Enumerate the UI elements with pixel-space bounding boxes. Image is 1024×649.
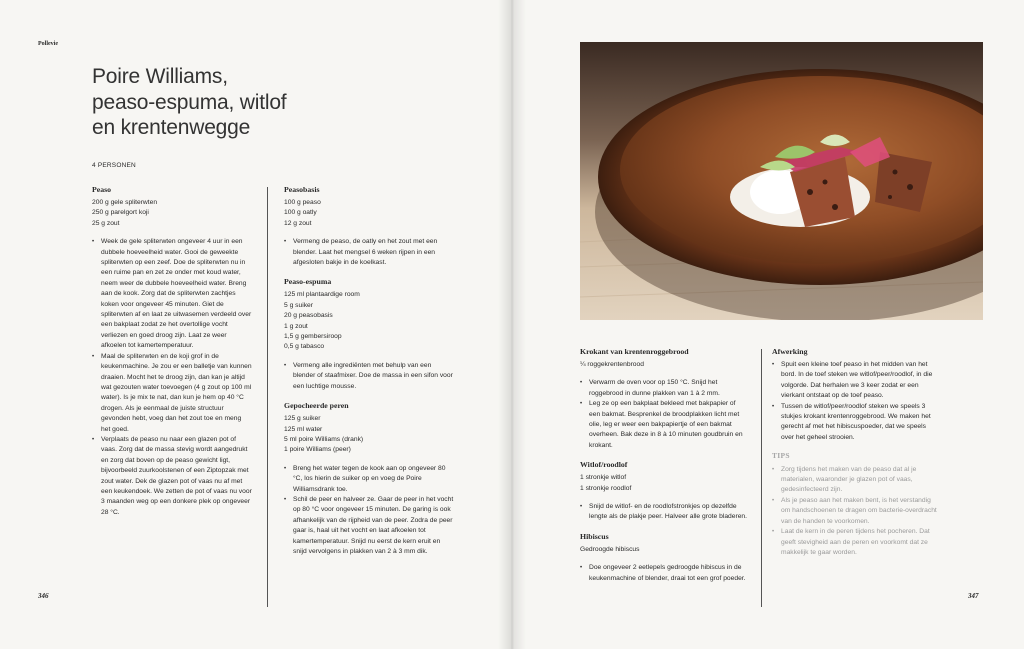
step-list <box>772 360 940 443</box>
section-heading: Afwerking <box>772 347 808 356</box>
ingredient: 125 g suiker <box>284 415 321 423</box>
ingredient: 1 poire Williams (peer) <box>284 446 351 454</box>
section-column-2 <box>284 184 454 557</box>
ingredient: ¼ roggekrentenbrood <box>580 361 644 368</box>
ingredient: 1 g zout <box>284 322 308 330</box>
ingredient: 0,5 g tabasco <box>284 343 325 351</box>
step: • Breng het water tegen de kook aan op ongeveer 80 °C, los hierin de suiker op en voeg de Poire Williamsdrank toe. <box>284 464 454 495</box>
step: • Maal de spliterwten en de koji grof in de keukenmachine. Je zou er een balletje van kunnen draaien. Mocht het te droog zijn, dan kan je altijd wat gezouten water toevoegen (4 g zout op 100 ml water). Is je mix te nat, dan kun je hem op 40 °C drogen. Als je eenmaal de juiste structuur gevonden hebt, voeg dan het zout toe en meng het goed. <box>92 352 252 435</box>
ingredient: 5 g suiker <box>284 301 313 309</box>
servings: 4 PERSONEN <box>92 162 136 169</box>
section-heading: Peaso <box>92 185 112 194</box>
section-heading: Krokant van krentenroggebrood <box>580 347 689 356</box>
ingredient: 100 g peaso <box>284 199 321 206</box>
ingredient: 250 g parelgort koji <box>92 209 149 217</box>
section-heading: Hibiscus <box>580 531 609 541</box>
ingredient: 5 ml poire Williams (drank) <box>284 435 364 443</box>
step: • Tussen de witlof/peer/roodlof steken we speels 3 stukjes krokant krentenroggebrood. We maken het gerecht af met het hibiscuspoeder, dat we speels over het geheel strooien. <box>772 402 940 444</box>
step: • Vermeng alle ingrediënten met behulp van een blender of staafmixer. Doe de massa in een sifon voor een luchtige mousse. <box>284 361 454 392</box>
step-list <box>580 502 748 523</box>
page-number-left: 346 <box>38 592 49 600</box>
section-heading: Peasobasis <box>284 185 320 194</box>
ingredient: 1 stronkje roodlof <box>580 484 632 492</box>
title-line: en krentenwegge <box>92 116 251 139</box>
section-heading: Witlof/roodlof <box>580 460 628 470</box>
page-number-right: 347 <box>968 592 979 600</box>
book-gutter <box>498 0 526 649</box>
step: • Schil de peer en halveer ze. Gaar de peer in het vocht op 80 °C voor ongeveer 15 minuten. De garing is ook afhankelijk van de rijpheid van de peer. Zodra de peer gaar is, haal uit het vocht en laat afkoelen tot kamertemperatuur. Snijd nu eerst de kern eruit en snijd vervolgens in plakken van 2 à 3 mm dik. <box>284 495 454 557</box>
step: • Leg ze op een bakplaat bekleed met bakpapier of een bakmat. Besprenkel de broodplakken licht met olie, leg er weer een bakpapiertje of een bakmat overheen. Bak deze in 8 à 10 minuten goudbruin en krokant. <box>580 399 748 451</box>
step: • Snijd de witlof- en de roodlofstronkjes op dezelfde lengte als de plakje peer. Halveer alle grote bladeren. <box>580 502 748 523</box>
tip-item: • Laat de kern in de peren tijdens het pocheren. Dat geeft stevigheid aan de peren en voorkomt dat ze makkelijk te gaar worden. <box>772 527 940 558</box>
step: • Spuit een kleine toef peaso in het midden van het bord. In de toef steken we witlof/peer/roodlof, in die volgorde. Dat herhalen we 3 keer zodat er een vierkant ontstaat op de toef peaso. <box>772 360 940 402</box>
ingredient: 1,5 g gembersiroop <box>284 333 342 341</box>
step: • Verwarm de oven voor op 150 °C. Snijd het roggebrood in dunne plakken van 1 à 2 mm. <box>580 378 748 399</box>
step: • Vermeng de peaso, de oatly en het zout met een blender. Laat het mengsel 6 weken rijpen in een afgesloten bakje in de koelkast. <box>284 237 454 268</box>
step-list <box>284 464 454 558</box>
step-list <box>284 237 454 268</box>
ingredient: 25 g zout <box>92 219 120 227</box>
step-list <box>284 361 454 392</box>
step: • Week de gele spliterwten ongeveer 4 uur in een dubbele hoeveelheid water. Gooi de geweekte spliterwten op een zeef. Doe de spliterwten nu in een ruime pan en zet ze onder met koud water, neem weer de dubbele hoeveelheid water. Breng aan de kook. Zorg dat de spliterwten zachtjes koken voor ongeveer 45 minuten. Giet de spliterwten af en laat ze uitwasemen verdeeld over een bakplaat zodat ze het overtollige vocht verliezen en goed droog zijn. Laat ze weer afkoelen tot kamertemperatuur. <box>92 237 252 351</box>
tip-item: • Zorg tijdens het maken van de peaso dat al je materialen, waaronder je glazen pot of vaas, gedesinfecteerd zijn. <box>772 465 940 496</box>
column-divider <box>761 349 762 607</box>
section-column-3 <box>580 346 748 584</box>
recipe-title <box>92 64 352 141</box>
section-heading: Peaso-espuma <box>284 277 332 287</box>
step: • Doe ongeveer 2 eetlepels gedroogde hibiscus in de keukenmachine of blender, draai tot een grof poeder. <box>580 563 748 584</box>
step-list <box>92 237 252 518</box>
tips-heading: TIPS <box>772 451 790 461</box>
ingredient-list <box>92 198 252 229</box>
ingredient: Gedroogde hibiscus <box>580 545 640 553</box>
title-line: Poire Williams, <box>92 65 228 88</box>
ingredient: 100 g oatly <box>284 209 317 217</box>
running-head: Pollevie <box>38 41 58 47</box>
section-peaso <box>92 184 252 518</box>
tips-list <box>772 465 940 559</box>
ingredient: 125 ml water <box>284 425 323 433</box>
ingredient: 20 g peasobasis <box>284 312 333 320</box>
plated-dessert-photo <box>580 42 983 320</box>
ingredient: 1 stronkje witlof <box>580 474 627 482</box>
column-divider <box>267 187 268 607</box>
tips-box <box>772 451 940 558</box>
tip-item: • Als je peaso aan het maken bent, is het verstandig om handschoenen te dragen om bacterie-overdracht van de handen te voorkomen. <box>772 496 940 527</box>
step-list <box>580 378 748 451</box>
section-heading: Gepocheerde peren <box>284 401 349 411</box>
step: • Verplaats de peaso nu naar een glazen pot of vaas. Zorg dat de massa stevig wordt aangedrukt en zorg dat boven op de peaso gewicht ligt, bijvoorbeeld zuurkoolstenen of een Ziptopzak met zout water. Dek de glazen pot of vaas nu af met een keukendoek. We zetten de pot of vaas nu voor 3 maanden weg op een donkere plek op ongeveer 28 °C. <box>92 435 252 518</box>
step-list <box>580 563 748 584</box>
ingredient: 125 ml plantaardige room <box>284 291 360 299</box>
section-column-4 <box>772 346 940 558</box>
title-line: peaso-espuma, witlof <box>92 90 287 114</box>
ingredient: 200 g gele spliterwten <box>92 199 158 206</box>
ingredient: 12 g zout <box>284 219 312 227</box>
